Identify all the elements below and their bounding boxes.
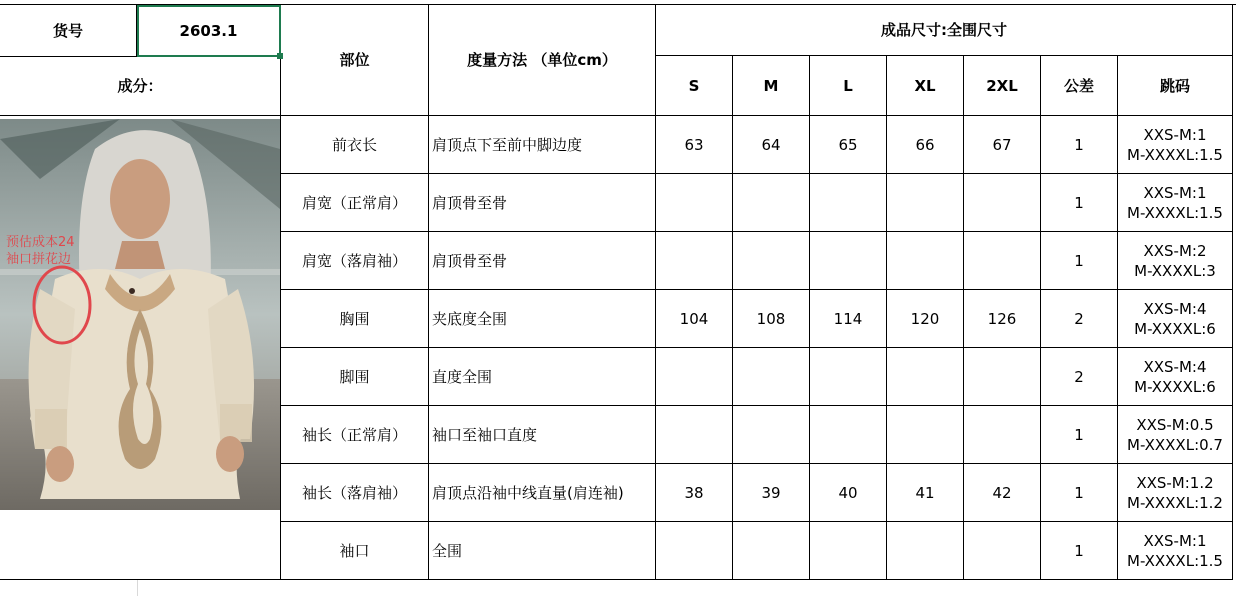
product-photo — [0, 119, 280, 510]
photo-annotation — [6, 234, 75, 268]
method-cell[interactable]: 肩顶骨至骨 — [429, 232, 656, 290]
size-value-cell[interactable] — [964, 522, 1041, 580]
part-cell[interactable]: 前衣长 — [281, 116, 429, 174]
size-value-cell[interactable]: 63 — [656, 116, 733, 174]
size-value-cell[interactable] — [656, 232, 733, 290]
size-value-cell[interactable]: 67 — [964, 116, 1041, 174]
size-value-cell[interactable]: 120 — [887, 290, 964, 348]
size-value-cell[interactable]: 40 — [810, 464, 887, 522]
grading-cell[interactable]: XXS-M:2 M-XXXXL:3 — [1118, 232, 1233, 290]
part-cell[interactable]: 肩宽（正常肩） — [281, 174, 429, 232]
size-value-cell[interactable] — [964, 232, 1041, 290]
method-cell[interactable]: 肩顶点下至前中脚边度 — [429, 116, 656, 174]
size-value-cell[interactable]: 126 — [964, 290, 1041, 348]
grading-cell[interactable]: XXS-M:4 M-XXXXL:6 — [1118, 348, 1233, 406]
selection-fill-handle[interactable] — [277, 53, 283, 59]
composition-label[interactable]: 成分： — [0, 57, 281, 116]
grading-cell[interactable]: XXS-M:4 M-XXXXL:6 — [1118, 290, 1233, 348]
method-cell[interactable]: 直度全围 — [429, 348, 656, 406]
size-m-header[interactable]: M — [733, 56, 810, 116]
item-no-label[interactable]: 货号 — [0, 5, 137, 57]
annotation-line-1: 预估成本24 — [6, 235, 75, 250]
size-2xl-header[interactable]: 2XL — [964, 56, 1041, 116]
tolerance-cell[interactable]: 1 — [1041, 116, 1118, 174]
size-s-header[interactable]: S — [656, 56, 733, 116]
part-header[interactable]: 部位 — [281, 5, 429, 116]
size-value-cell[interactable]: 114 — [810, 290, 887, 348]
part-cell[interactable]: 肩宽（落肩袖） — [281, 232, 429, 290]
grading-cell[interactable]: XXS-M:1 M-XXXXL:1.5 — [1118, 174, 1233, 232]
grading-cell[interactable]: XXS-M:1.2 M-XXXXL:1.2 — [1118, 464, 1233, 522]
size-value-cell[interactable] — [810, 522, 887, 580]
size-value-cell[interactable]: 104 — [656, 290, 733, 348]
grading-cell[interactable]: XXS-M:0.5 M-XXXXL:0.7 — [1118, 406, 1233, 464]
grading-cell[interactable]: XXS-M:1 M-XXXXL:1.5 — [1118, 522, 1233, 580]
tolerance-cell[interactable]: 1 — [1041, 232, 1118, 290]
size-value-cell[interactable] — [733, 348, 810, 406]
size-value-cell[interactable] — [887, 522, 964, 580]
part-cell[interactable]: 袖长（正常肩） — [281, 406, 429, 464]
size-value-cell[interactable] — [656, 348, 733, 406]
size-value-cell[interactable]: 41 — [887, 464, 964, 522]
tolerance-cell[interactable]: 1 — [1041, 406, 1118, 464]
size-value-cell[interactable] — [887, 348, 964, 406]
size-value-cell[interactable] — [733, 522, 810, 580]
size-value-cell[interactable]: 38 — [656, 464, 733, 522]
size-value-cell[interactable] — [810, 406, 887, 464]
size-value-cell[interactable] — [964, 174, 1041, 232]
part-cell[interactable]: 袖口 — [281, 522, 429, 580]
tolerance-cell[interactable]: 2 — [1041, 348, 1118, 406]
size-value-cell[interactable] — [656, 174, 733, 232]
size-value-cell[interactable] — [887, 232, 964, 290]
size-value-cell[interactable] — [964, 406, 1041, 464]
size-value-cell[interactable]: 65 — [810, 116, 887, 174]
size-value-cell[interactable] — [887, 406, 964, 464]
grading-header[interactable]: 跳码 — [1118, 56, 1233, 116]
tolerance-cell[interactable]: 1 — [1041, 174, 1118, 232]
size-value-cell[interactable] — [964, 348, 1041, 406]
part-cell[interactable]: 袖长（落肩袖） — [281, 464, 429, 522]
gridline — [137, 580, 138, 596]
tolerance-cell[interactable]: 2 — [1041, 290, 1118, 348]
item-no-value-cell[interactable]: 2603.1 — [137, 5, 281, 57]
size-value-cell[interactable] — [810, 174, 887, 232]
tolerance-header[interactable]: 公差 — [1041, 56, 1118, 116]
size-value-cell[interactable]: 64 — [733, 116, 810, 174]
method-header[interactable]: 度量方法 （单位cm） — [429, 5, 656, 116]
size-value-cell[interactable] — [733, 232, 810, 290]
tolerance-cell[interactable]: 1 — [1041, 464, 1118, 522]
method-cell[interactable]: 夹底度全围 — [429, 290, 656, 348]
size-xl-header[interactable]: XL — [887, 56, 964, 116]
tolerance-cell[interactable]: 1 — [1041, 522, 1118, 580]
size-value-cell[interactable] — [656, 406, 733, 464]
size-l-header[interactable]: L — [810, 56, 887, 116]
grading-cell[interactable]: XXS-M:1 M-XXXXL:1.5 — [1118, 116, 1233, 174]
size-value-cell[interactable]: 42 — [964, 464, 1041, 522]
size-value-cell[interactable] — [810, 348, 887, 406]
size-value-cell[interactable]: 66 — [887, 116, 964, 174]
method-cell[interactable]: 肩顶点沿袖中线直量(肩连袖) — [429, 464, 656, 522]
size-value-cell[interactable] — [733, 174, 810, 232]
part-cell[interactable]: 脚围 — [281, 348, 429, 406]
size-value-cell[interactable] — [733, 406, 810, 464]
method-cell[interactable]: 全围 — [429, 522, 656, 580]
size-value-cell[interactable] — [656, 522, 733, 580]
method-cell[interactable]: 肩顶骨至骨 — [429, 174, 656, 232]
part-cell[interactable]: 胸围 — [281, 290, 429, 348]
size-value-cell[interactable] — [810, 232, 887, 290]
size-group-header[interactable]: 成品尺寸:全围尺寸 — [656, 5, 1233, 56]
annotation-line-2: 袖口拼花边 — [6, 252, 72, 267]
size-value-cell[interactable]: 108 — [733, 290, 810, 348]
size-value-cell[interactable]: 39 — [733, 464, 810, 522]
size-value-cell[interactable] — [887, 174, 964, 232]
method-cell[interactable]: 袖口至袖口直度 — [429, 406, 656, 464]
